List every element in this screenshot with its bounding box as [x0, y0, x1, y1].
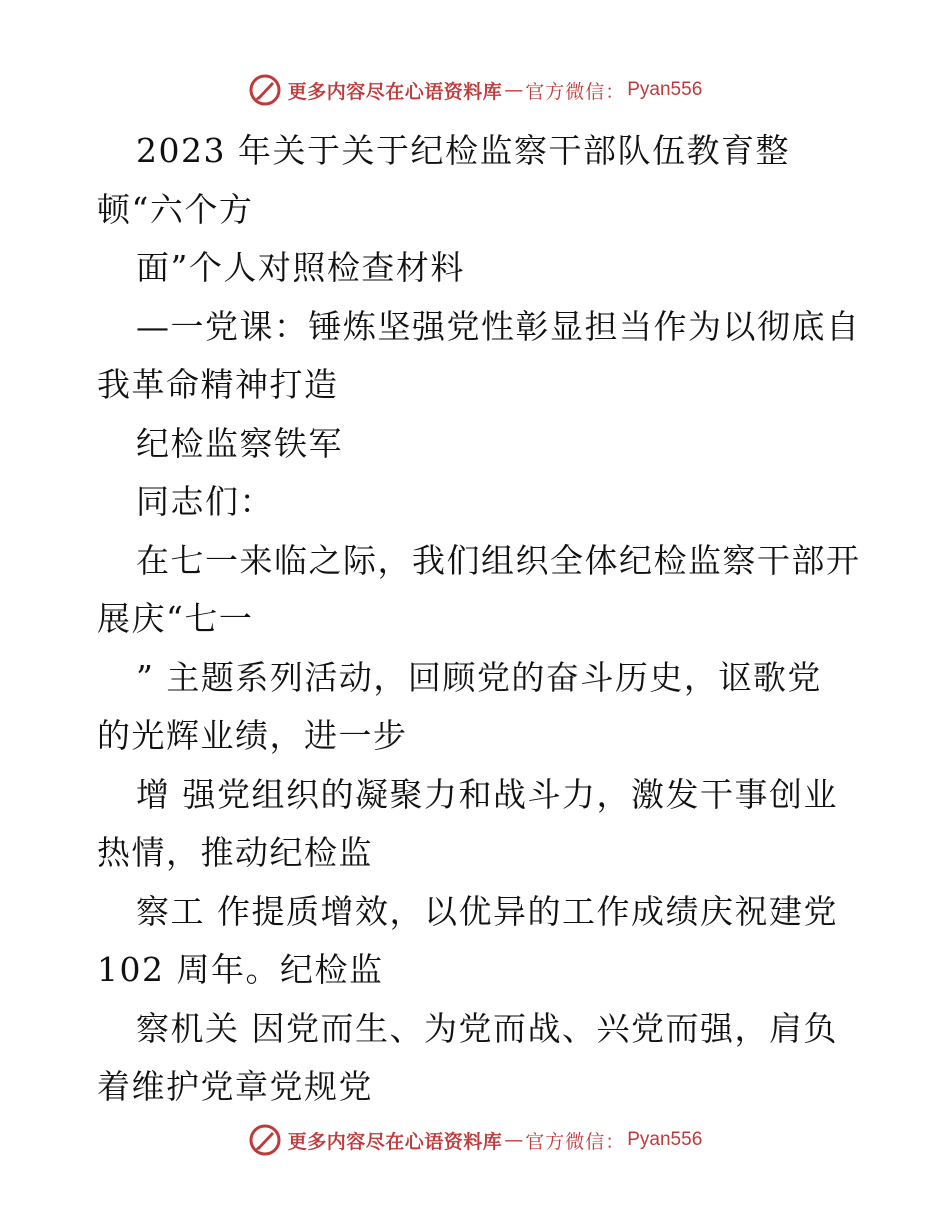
text-line: 我革命精神打造 — [97, 365, 339, 404]
text-line: ” 主题系列活动，回顾党的奋斗历史，讴歌党 — [136, 657, 822, 697]
text-line: 展庆“七一 — [97, 599, 254, 638]
banner-main-text: 更多内容尽在心语资料库 — [287, 1130, 503, 1153]
text-line: 察机关 因党而生、为党而战、兴党而强，肩负 — [136, 1008, 838, 1048]
banner-official-label: 官方微信： — [525, 80, 626, 103]
banner-main-text: 更多内容尽在心语资料库 — [287, 80, 503, 103]
banner-wechat-handle: Pyan556 — [627, 79, 703, 100]
quill-logo-icon — [248, 73, 282, 107]
text-line: 着维护党章党规党 — [97, 1067, 373, 1106]
text-line: 在七一来临之际，我们组织全体纪检监察干部开 — [136, 540, 861, 580]
text-line: 增 强党组织的凝聚力和战斗力，激发干事创业 — [136, 774, 838, 814]
text-line: 的光辉业绩，进一步 — [97, 716, 408, 755]
banner-separator: — — [504, 79, 524, 101]
text-line: 纪检监察铁军 — [136, 423, 343, 463]
text-line: 热情，推动纪检监 — [97, 833, 373, 872]
banner-official-label: 官方微信： — [525, 1130, 626, 1153]
header-banner — [0, 70, 950, 110]
banner-wechat-handle: Pyan556 — [627, 1129, 703, 1150]
quill-logo-icon — [248, 1123, 282, 1157]
text-line: 102 周年。纪检监 — [97, 950, 384, 989]
text-line: —一党课：锤炼坚强党性彰显担当作为以彻底自 — [136, 306, 861, 346]
document-body — [97, 122, 861, 1117]
text-line: 2023 年关于关于纪检监察干部队伍教育整 — [136, 131, 790, 170]
text-line: 顿“六个方 — [97, 189, 254, 229]
text-line: 察工 作提质增效，以优异的工作成绩庆祝建党 — [136, 891, 838, 931]
banner-separator: — — [504, 1129, 524, 1151]
text-line: 同志们： — [136, 482, 274, 521]
text-line: 面”个人对照检查材料 — [136, 248, 465, 287]
footer-banner — [0, 1120, 950, 1160]
